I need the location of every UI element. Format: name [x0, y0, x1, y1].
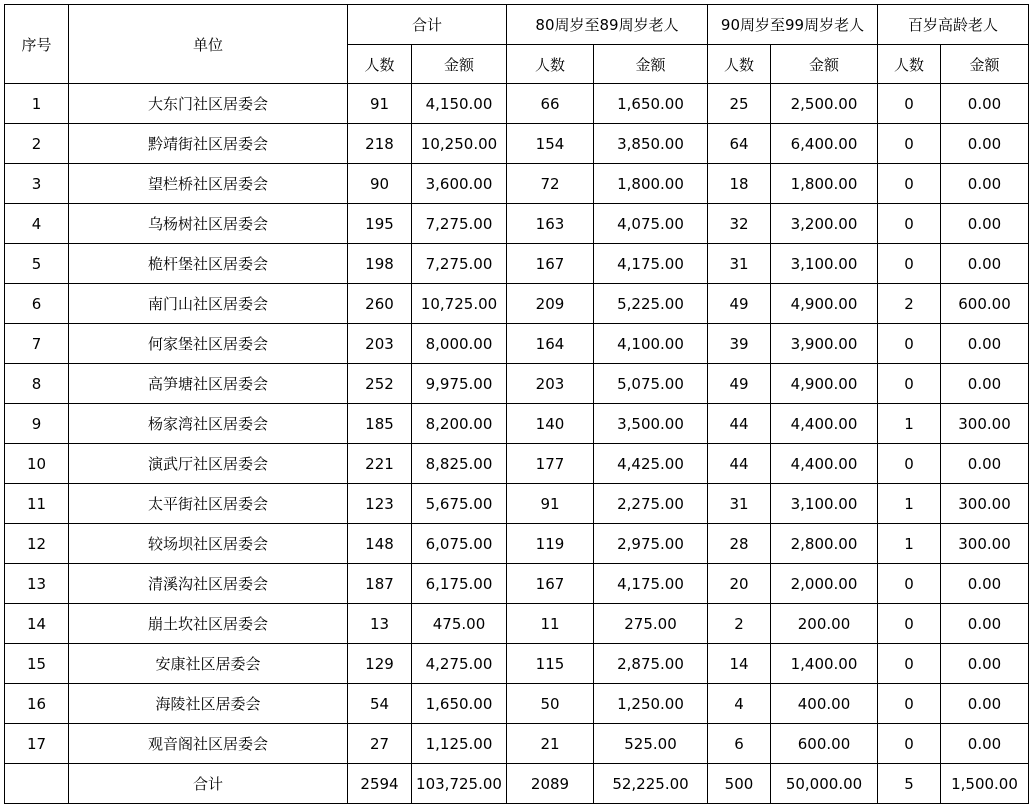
cell-unit: 杨家湾社区居委会	[69, 404, 348, 444]
cell-index: 7	[5, 324, 69, 364]
cell-unit: 乌杨树社区居委会	[69, 204, 348, 244]
cell-amount-80: 4,075.00	[594, 204, 708, 244]
cell-count-80: 21	[507, 724, 594, 764]
cell-amount-80: 5,075.00	[594, 364, 708, 404]
cell-count-100: 0	[878, 164, 941, 204]
cell-amount-80: 3,850.00	[594, 124, 708, 164]
totals-count: 2594	[348, 764, 412, 804]
cell-index: 16	[5, 684, 69, 724]
cell-count-100: 0	[878, 84, 941, 124]
cell-amount-80: 1,250.00	[594, 684, 708, 724]
header-row-1	[5, 5, 1029, 45]
cell-total-count: 218	[348, 124, 412, 164]
cell-amount-80: 4,100.00	[594, 324, 708, 364]
cell-amount-90: 4,400.00	[771, 444, 878, 484]
header-group-90: 90周岁至99周岁老人	[708, 5, 878, 45]
cell-unit: 安康社区居委会	[69, 644, 348, 684]
cell-total-amount: 5,675.00	[412, 484, 507, 524]
cell-count-100: 0	[878, 644, 941, 684]
table-row	[5, 564, 1029, 604]
cell-amount-80: 1,650.00	[594, 84, 708, 124]
cell-index: 1	[5, 84, 69, 124]
cell-amount-100: 300.00	[941, 404, 1029, 444]
cell-count-90: 18	[708, 164, 771, 204]
cell-count-80: 115	[507, 644, 594, 684]
cell-amount-80: 5,225.00	[594, 284, 708, 324]
cell-amount-80: 2,275.00	[594, 484, 708, 524]
cell-count-100: 0	[878, 204, 941, 244]
cell-total-count: 27	[348, 724, 412, 764]
cell-amount-80: 2,975.00	[594, 524, 708, 564]
cell-amount-80: 2,875.00	[594, 644, 708, 684]
cell-total-count: 221	[348, 444, 412, 484]
cell-amount-100: 0.00	[941, 604, 1029, 644]
cell-amount-80: 1,800.00	[594, 164, 708, 204]
cell-total-count: 54	[348, 684, 412, 724]
cell-index: 10	[5, 444, 69, 484]
cell-count-90: 44	[708, 404, 771, 444]
table-body	[5, 84, 1029, 764]
cell-count-90: 2	[708, 604, 771, 644]
cell-amount-80: 4,175.00	[594, 564, 708, 604]
cell-total-amount: 9,975.00	[412, 364, 507, 404]
cell-amount-100: 0.00	[941, 364, 1029, 404]
cell-count-80: 163	[507, 204, 594, 244]
cell-unit: 太平街社区居委会	[69, 484, 348, 524]
table-row	[5, 124, 1029, 164]
cell-count-80: 140	[507, 404, 594, 444]
cell-total-amount: 3,600.00	[412, 164, 507, 204]
header-count: 人数	[348, 45, 412, 84]
cell-index: 2	[5, 124, 69, 164]
cell-amount-100: 0.00	[941, 164, 1029, 204]
header-group-100: 百岁高龄老人	[878, 5, 1029, 45]
cell-total-count: 198	[348, 244, 412, 284]
cell-total-amount: 10,250.00	[412, 124, 507, 164]
cell-count-90: 31	[708, 484, 771, 524]
cell-index: 12	[5, 524, 69, 564]
cell-count-90: 49	[708, 284, 771, 324]
cell-total-count: 252	[348, 364, 412, 404]
table-row	[5, 684, 1029, 724]
totals-amount-100: 1,500.00	[941, 764, 1029, 804]
cell-unit: 观音阁社区居委会	[69, 724, 348, 764]
cell-index: 15	[5, 644, 69, 684]
cell-index: 17	[5, 724, 69, 764]
table-row	[5, 164, 1029, 204]
cell-total-amount: 4,275.00	[412, 644, 507, 684]
cell-count-100: 2	[878, 284, 941, 324]
cell-count-100: 0	[878, 364, 941, 404]
cell-count-100: 0	[878, 244, 941, 284]
cell-total-count: 129	[348, 644, 412, 684]
totals-count-90: 500	[708, 764, 771, 804]
cell-unit: 清溪沟社区居委会	[69, 564, 348, 604]
cell-total-amount: 1,125.00	[412, 724, 507, 764]
cell-total-amount: 1,650.00	[412, 684, 507, 724]
cell-count-80: 209	[507, 284, 594, 324]
cell-count-100: 0	[878, 444, 941, 484]
cell-unit: 较场坝社区居委会	[69, 524, 348, 564]
cell-amount-90: 400.00	[771, 684, 878, 724]
cell-total-amount: 4,150.00	[412, 84, 507, 124]
header-amount: 金额	[771, 45, 878, 84]
cell-amount-100: 0.00	[941, 684, 1029, 724]
cell-amount-100: 0.00	[941, 84, 1029, 124]
cell-amount-90: 6,400.00	[771, 124, 878, 164]
cell-index: 11	[5, 484, 69, 524]
cell-count-80: 164	[507, 324, 594, 364]
cell-count-80: 72	[507, 164, 594, 204]
totals-index	[5, 764, 69, 804]
table-row	[5, 644, 1029, 684]
cell-index: 14	[5, 604, 69, 644]
cell-total-count: 123	[348, 484, 412, 524]
cell-total-amount: 8,000.00	[412, 324, 507, 364]
cell-index: 9	[5, 404, 69, 444]
totals-count-100: 5	[878, 764, 941, 804]
cell-count-90: 31	[708, 244, 771, 284]
cell-amount-80: 3,500.00	[594, 404, 708, 444]
cell-count-90: 64	[708, 124, 771, 164]
cell-amount-100: 300.00	[941, 484, 1029, 524]
cell-count-100: 0	[878, 324, 941, 364]
table-row	[5, 484, 1029, 524]
cell-count-90: 6	[708, 724, 771, 764]
table-row	[5, 404, 1029, 444]
totals-label: 合计	[69, 764, 348, 804]
cell-count-80: 177	[507, 444, 594, 484]
cell-amount-100: 0.00	[941, 444, 1029, 484]
cell-unit: 大东门社区居委会	[69, 84, 348, 124]
cell-total-count: 260	[348, 284, 412, 324]
cell-amount-100: 0.00	[941, 124, 1029, 164]
cell-count-90: 4	[708, 684, 771, 724]
table-row	[5, 284, 1029, 324]
cell-amount-100: 0.00	[941, 644, 1029, 684]
totals-amount-80: 52,225.00	[594, 764, 708, 804]
cell-count-80: 167	[507, 244, 594, 284]
cell-unit: 桅杆堡社区居委会	[69, 244, 348, 284]
cell-count-90: 28	[708, 524, 771, 564]
cell-index: 8	[5, 364, 69, 404]
cell-count-90: 32	[708, 204, 771, 244]
totals-count-80: 2089	[507, 764, 594, 804]
cell-amount-90: 3,900.00	[771, 324, 878, 364]
cell-amount-90: 4,900.00	[771, 364, 878, 404]
cell-count-100: 1	[878, 404, 941, 444]
header-count: 人数	[507, 45, 594, 84]
cell-amount-100: 0.00	[941, 324, 1029, 364]
cell-count-90: 14	[708, 644, 771, 684]
cell-count-100: 0	[878, 604, 941, 644]
cell-amount-100: 0.00	[941, 724, 1029, 764]
header-amount: 金额	[412, 45, 507, 84]
cell-amount-90: 1,800.00	[771, 164, 878, 204]
cell-amount-100: 0.00	[941, 564, 1029, 604]
cell-total-count: 148	[348, 524, 412, 564]
cell-total-count: 187	[348, 564, 412, 604]
cell-unit: 南门山社区居委会	[69, 284, 348, 324]
totals-amount: 103,725.00	[412, 764, 507, 804]
cell-total-count: 91	[348, 84, 412, 124]
cell-total-amount: 8,825.00	[412, 444, 507, 484]
cell-count-80: 203	[507, 364, 594, 404]
cell-unit: 海陵社区居委会	[69, 684, 348, 724]
cell-total-count: 203	[348, 324, 412, 364]
table-row	[5, 724, 1029, 764]
cell-count-80: 11	[507, 604, 594, 644]
cell-count-80: 154	[507, 124, 594, 164]
cell-total-amount: 10,725.00	[412, 284, 507, 324]
cell-count-100: 0	[878, 724, 941, 764]
cell-count-80: 50	[507, 684, 594, 724]
cell-total-amount: 7,275.00	[412, 244, 507, 284]
cell-amount-90: 600.00	[771, 724, 878, 764]
table-row	[5, 524, 1029, 564]
header-amount: 金额	[941, 45, 1029, 84]
cell-unit: 何家堡社区居委会	[69, 324, 348, 364]
cell-unit: 高笋塘社区居委会	[69, 364, 348, 404]
cell-amount-90: 3,100.00	[771, 244, 878, 284]
cell-total-count: 195	[348, 204, 412, 244]
header-amount: 金额	[594, 45, 708, 84]
cell-total-count: 185	[348, 404, 412, 444]
cell-unit: 演武厅社区居委会	[69, 444, 348, 484]
cell-count-90: 49	[708, 364, 771, 404]
cell-count-100: 0	[878, 684, 941, 724]
cell-count-100: 0	[878, 124, 941, 164]
table-row	[5, 444, 1029, 484]
cell-count-90: 25	[708, 84, 771, 124]
cell-index: 13	[5, 564, 69, 604]
cell-total-amount: 8,200.00	[412, 404, 507, 444]
cell-amount-80: 4,175.00	[594, 244, 708, 284]
cell-amount-90: 1,400.00	[771, 644, 878, 684]
cell-total-amount: 6,175.00	[412, 564, 507, 604]
cell-index: 4	[5, 204, 69, 244]
cell-count-80: 91	[507, 484, 594, 524]
cell-index: 3	[5, 164, 69, 204]
cell-amount-90: 2,500.00	[771, 84, 878, 124]
cell-count-100: 1	[878, 524, 941, 564]
header-index: 序号	[5, 5, 69, 84]
cell-amount-100: 0.00	[941, 244, 1029, 284]
cell-total-amount: 7,275.00	[412, 204, 507, 244]
cell-amount-100: 0.00	[941, 204, 1029, 244]
header-unit: 单位	[69, 5, 348, 84]
cell-count-80: 119	[507, 524, 594, 564]
cell-amount-100: 300.00	[941, 524, 1029, 564]
totals-amount-90: 50,000.00	[771, 764, 878, 804]
table-row	[5, 204, 1029, 244]
cell-count-80: 167	[507, 564, 594, 604]
data-table	[4, 4, 1029, 804]
cell-amount-90: 2,800.00	[771, 524, 878, 564]
table-row	[5, 604, 1029, 644]
cell-count-100: 0	[878, 564, 941, 604]
cell-index: 5	[5, 244, 69, 284]
cell-unit: 崩土坎社区居委会	[69, 604, 348, 644]
cell-amount-90: 4,900.00	[771, 284, 878, 324]
cell-count-90: 44	[708, 444, 771, 484]
cell-amount-80: 525.00	[594, 724, 708, 764]
table-row	[5, 84, 1029, 124]
cell-unit: 望栏桥社区居委会	[69, 164, 348, 204]
cell-amount-90: 4,400.00	[771, 404, 878, 444]
cell-count-80: 66	[507, 84, 594, 124]
cell-amount-90: 200.00	[771, 604, 878, 644]
cell-total-count: 90	[348, 164, 412, 204]
cell-unit: 黔靖街社区居委会	[69, 124, 348, 164]
table-row	[5, 244, 1029, 284]
cell-count-90: 39	[708, 324, 771, 364]
totals-row	[5, 764, 1029, 804]
cell-total-amount: 475.00	[412, 604, 507, 644]
table-row	[5, 324, 1029, 364]
cell-amount-90: 3,200.00	[771, 204, 878, 244]
cell-total-count: 13	[348, 604, 412, 644]
cell-amount-100: 600.00	[941, 284, 1029, 324]
cell-amount-90: 3,100.00	[771, 484, 878, 524]
cell-index: 6	[5, 284, 69, 324]
cell-amount-90: 2,000.00	[771, 564, 878, 604]
header-total: 合计	[348, 5, 507, 45]
cell-amount-80: 275.00	[594, 604, 708, 644]
header-group-80: 80周岁至89周岁老人	[507, 5, 708, 45]
header-count: 人数	[878, 45, 941, 84]
header-count: 人数	[708, 45, 771, 84]
cell-count-90: 20	[708, 564, 771, 604]
table-row	[5, 364, 1029, 404]
cell-count-100: 1	[878, 484, 941, 524]
cell-total-amount: 6,075.00	[412, 524, 507, 564]
cell-amount-80: 4,425.00	[594, 444, 708, 484]
